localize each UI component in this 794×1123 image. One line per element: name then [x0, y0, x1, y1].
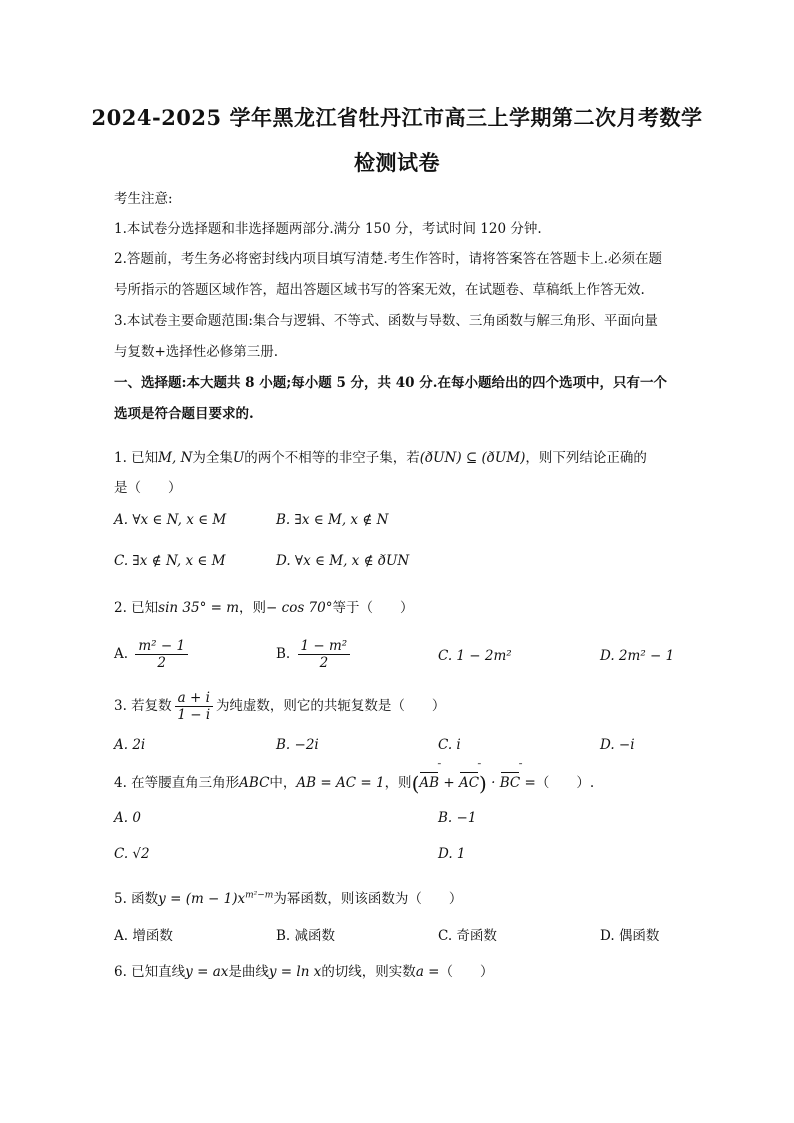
q2-option-b[interactable] — [276, 638, 353, 671]
q1-option-b[interactable]: B. ∃x ∈ M, x ∉ N — [276, 512, 389, 528]
q5-text: 为幂函数，则该函数为（ ） — [273, 891, 463, 907]
q6-line: y = ax — [185, 964, 229, 980]
q5-option-a[interactable]: A. 增函数 — [114, 928, 173, 944]
q5-option-b[interactable]: B. 减函数 — [276, 928, 336, 944]
q1-universe: U — [232, 450, 245, 466]
q2-b-fraction — [298, 638, 351, 671]
q4-right-paren: ) — [479, 771, 487, 796]
q3-option-d[interactable]: D. −i — [600, 737, 635, 753]
q1-option-d[interactable]: D. ∀x ∈ M, x ∉ ðUN — [276, 553, 410, 569]
q6-text-3: =（ ） — [423, 964, 494, 980]
q5-option-d[interactable]: D. 偶函数 — [600, 928, 660, 944]
q5-prefix: 5. 函数 — [114, 891, 159, 907]
q2-a-label: A. — [114, 646, 129, 662]
q4-equation: AB = AC = 1 — [296, 775, 385, 791]
q4-plus: + — [439, 775, 459, 791]
question-6 — [114, 960, 493, 980]
q2-option-c[interactable]: C. 1 − 2m² — [438, 648, 512, 664]
notice-heading: 考生注意: — [114, 191, 173, 207]
question-3 — [114, 690, 445, 723]
q2-option-a[interactable] — [114, 638, 191, 671]
q4-text-2: ，则 — [384, 775, 412, 791]
q2-expr: − cos 70° — [266, 600, 333, 616]
q6-prefix: 6. 已知直线 — [114, 964, 186, 980]
q1-option-a[interactable]: A. ∀x ∈ N, x ∈ M — [114, 512, 227, 528]
q4-dot: · — [486, 775, 500, 791]
q1-condition: (ðUN) ⊆ (ðUM) — [419, 450, 526, 466]
q1-sets: M, N — [158, 450, 193, 466]
question-4 — [114, 771, 594, 796]
q4-option-d[interactable]: D. 1 — [438, 846, 466, 862]
q2-b-den: 2 — [319, 655, 329, 671]
q4-text-1: 中， — [269, 775, 297, 791]
q4-vector-ab: AB ˉ — [419, 775, 439, 791]
q5-exponent: m²−m — [245, 890, 274, 901]
q2-a-fraction — [135, 638, 188, 671]
q6-text-2: 的切线，则实数 — [321, 964, 416, 980]
q2-given: sin 35° = m — [158, 600, 240, 616]
q3-prefix: 3. 若复数 — [114, 698, 172, 714]
q1-line2: 是（ ） — [114, 480, 182, 496]
q5-option-c[interactable]: C. 奇函数 — [438, 928, 497, 944]
q2-text-1: ，则 — [239, 600, 267, 616]
q2-b-num: 1 − m² — [298, 638, 351, 655]
q6-text-1: 是曲线 — [228, 964, 269, 980]
q4-left-paren: ( — [411, 771, 420, 796]
q1-text-2: 的两个不相等的非空子集，若 — [244, 450, 420, 466]
q4-triangle: ABC — [239, 775, 270, 791]
q3-option-b[interactable]: B. −2i — [276, 737, 319, 753]
q4-option-a[interactable]: A. 0 — [114, 810, 141, 826]
section-heading-line2: 选项是符合题目要求的. — [114, 406, 254, 422]
q1-text-1: 为全集 — [192, 450, 233, 466]
question-2 — [114, 596, 413, 616]
q3-option-a[interactable]: A. 2i — [114, 737, 146, 753]
q4-vector-bc: BC ˉ — [500, 775, 521, 791]
notice-item-2a: 2.答题前，考生务必将密封线内项目填写清楚.考生作答时，请将答案答在答题卡上.必须在题 — [114, 251, 662, 267]
q2-option-d[interactable]: D. 2m² − 1 — [600, 648, 675, 664]
notice-item-2b: 号所指示的答题区域作答，超出答题区域书写的答案无效，在试题卷、草稿纸上作答无效. — [114, 282, 645, 298]
q1-option-c[interactable]: C. ∃x ∉ N, x ∈ M — [114, 553, 226, 569]
q3-fraction — [175, 690, 213, 723]
q2-b-label: B. — [276, 646, 291, 662]
q2-a-den: 2 — [157, 655, 166, 671]
q4-text-3: =（ ）. — [520, 775, 595, 791]
q4-prefix: 4. 在等腰直角三角形 — [114, 775, 240, 791]
q5-function: y = (m − 1)x — [158, 891, 246, 907]
q4-vector-ac: AC ˉ — [459, 775, 479, 791]
q1-text-3: ，则下列结论正确的 — [525, 450, 647, 466]
q6-variable: a — [415, 964, 424, 980]
q4-option-b[interactable]: B. −1 — [438, 810, 477, 826]
q2-text-2: 等于（ ） — [332, 600, 414, 616]
notice-item-3b: 与复数+选择性必修第三册. — [114, 344, 279, 360]
q2-a-num: m² − 1 — [135, 638, 188, 655]
q6-curve: y = ln x — [268, 964, 322, 980]
q3-num: a + i — [175, 690, 213, 707]
q3-option-c[interactable]: C. i — [438, 737, 461, 753]
question-1 — [114, 446, 647, 466]
page-title-line1: 2024-2025 学年黑龙江省牡丹江市高三上学期第二次月考数学 — [91, 105, 703, 130]
section-heading-line1: 一、选择题:本大题共 8 小题;每小题 5 分，共 40 分.在每小题给出的四个选项中，只有一个 — [114, 375, 667, 391]
q1-prefix: 1. 已知 — [114, 450, 159, 466]
q3-den: 1 − i — [177, 707, 211, 723]
page-title-line2: 检测试卷 — [354, 150, 440, 175]
q4-option-c[interactable]: C. √2 — [114, 846, 150, 862]
q3-text: 为纯虚数，则它的共轭复数是（ ） — [215, 698, 446, 714]
notice-item-1: 1.本试卷分选择题和非选择题两部分.满分 150 分，考试时间 120 分钟. — [114, 221, 542, 237]
notice-item-3a: 3.本试卷主要命题范围:集合与逻辑、不等式、函数与导数、三角函数与解三角形、平面向量 — [114, 313, 658, 329]
question-5 — [114, 887, 462, 907]
q2-prefix: 2. 已知 — [114, 600, 159, 616]
